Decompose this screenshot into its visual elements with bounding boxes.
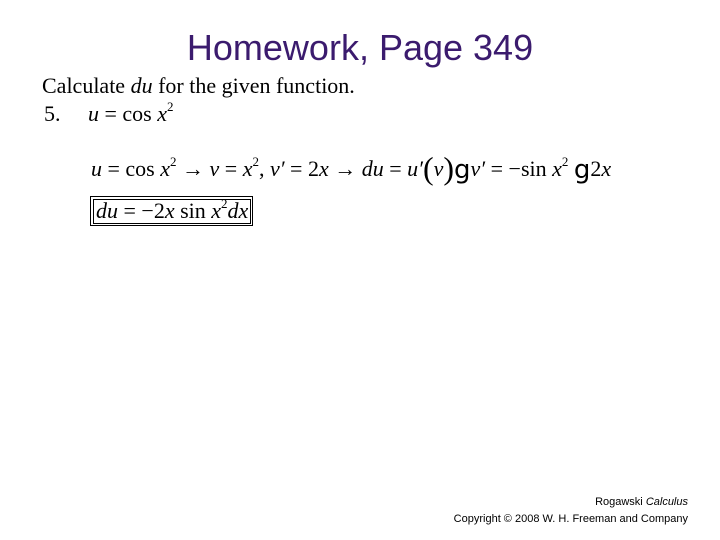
footer-line-2: Copyright © 2008 W. H. Freeman and Company (453, 513, 688, 525)
work-token: x (601, 156, 612, 181)
work-token: = −sin (485, 156, 553, 181)
work-token: = (383, 156, 408, 181)
problem-number: 5. (44, 101, 61, 126)
answer-token: x (164, 198, 175, 223)
problem-x: x (157, 101, 167, 126)
work-token: x (318, 156, 329, 181)
work-token: 2 (590, 156, 602, 181)
footer-book: Calculus (645, 496, 688, 508)
work-token: = cos (102, 156, 161, 181)
work-token: 2 (170, 154, 177, 169)
problem-exponent: 2 (167, 99, 174, 114)
footer-author: Rogawski (595, 496, 646, 508)
work-token: ( (422, 150, 434, 186)
copyright-footer (454, 494, 688, 528)
work-token: ) (443, 150, 455, 186)
work-token: u′ (407, 156, 423, 181)
prompt-variable: du (130, 73, 153, 98)
work-token: v′ (269, 156, 285, 181)
slide-title: Homework, Page 349 (186, 27, 534, 68)
mult-glyph: g (573, 155, 591, 185)
work-token: x (160, 156, 170, 181)
work-token: 2 (252, 154, 259, 169)
answer-token: = −2 (118, 198, 165, 223)
prompt-text-start: Calculate (42, 73, 131, 98)
work-token: u (91, 156, 102, 181)
work-token: x (242, 156, 253, 181)
footer-line-1 (454, 494, 688, 511)
work-token: → (328, 156, 362, 181)
work-token: x (552, 156, 562, 181)
answer-token: x (211, 198, 222, 223)
work-token: du (361, 156, 384, 181)
problem-u: u (88, 101, 99, 126)
work-token: v′ (470, 156, 486, 181)
prompt-text-end: for the given function. (152, 73, 355, 98)
work-token: = (219, 156, 243, 181)
answer-token: du (96, 198, 118, 223)
work-token: → (176, 156, 210, 181)
problem-function (88, 101, 174, 127)
work-token: 2 (561, 154, 569, 169)
answer-token: 2 (221, 196, 228, 211)
work-token: = 2 (284, 156, 319, 181)
derivation-line (91, 150, 612, 186)
work-token: , (258, 156, 270, 181)
problem-prompt (42, 73, 355, 99)
answer-token: sin (174, 198, 212, 223)
mult-glyph: g (454, 155, 471, 185)
work-token: v (209, 156, 220, 181)
boxed-answer (90, 196, 253, 226)
work-token: v (433, 156, 444, 181)
answer-token: dx (227, 198, 249, 223)
problem-eq: = cos (99, 101, 158, 126)
